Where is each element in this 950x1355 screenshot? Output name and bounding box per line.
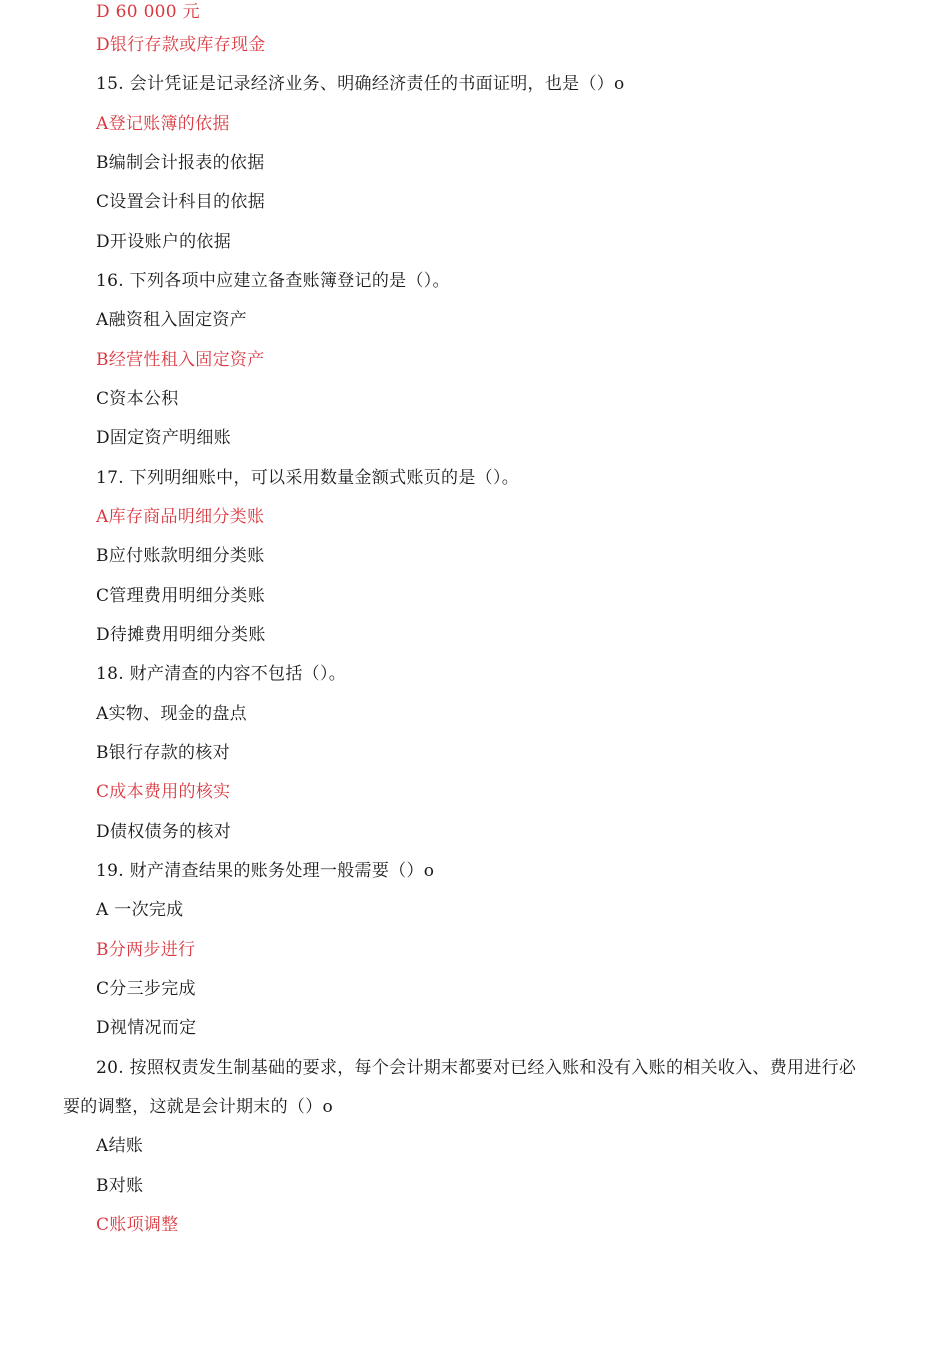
q19-option-c: C分三步完成 [96,979,196,999]
q15-option-a: A登记账簿的依据 [96,114,230,134]
question-20-continuation: 要的调整，这就是会计期末的（）o [63,1097,334,1117]
q16-option-b: B经营性租入固定资产 [96,350,265,370]
question-20: 20. 按照权责发生制基础的要求，每个会计期末都要对已经入账和没有入账的相关收入、费用进行必 [96,1058,857,1078]
q20-option-b: B对账 [96,1176,144,1196]
q15-option-b: B编制会计报表的依据 [96,153,265,173]
q18-option-a: A实物、现金的盘点 [96,704,247,724]
question-18: 18. 财产清查的内容不包括（）。 [96,664,347,684]
q16-option-d: D固定资产明细账 [96,428,232,448]
q18-option-b: B银行存款的核对 [96,743,230,763]
question-15: 15. 会计凭证是记录经济业务、明确经济责任的书面证明，也是（）o [96,74,625,94]
q16-option-a: A融资租入固定资产 [96,310,247,330]
q15-option-c: C设置会计科目的依据 [96,192,266,212]
q19-option-d: D视情况而定 [96,1018,197,1038]
q18-option-c: C成本费用的核实 [96,782,231,802]
question-16: 16. 下列各项中应建立备查账簿登记的是（）。 [96,271,450,291]
q17-option-c: C管理费用明细分类账 [96,586,266,606]
q19-option-a: A 一次完成 [96,900,184,920]
q20-option-a: A结账 [96,1136,144,1156]
option-d-answer: D银行存款或库存现金 [96,35,266,55]
question-19: 19. 财产清查结果的账务处理一般需要（）o [96,861,435,881]
option-d-amount: D 60 000 元 [96,2,200,22]
q15-option-d: D开设账户的依据 [96,232,232,252]
q17-option-d: D待摊费用明细分类账 [96,625,266,645]
question-17: 17. 下列明细账中，可以采用数量金额式账页的是（）。 [96,468,520,488]
q16-option-c: C资本公积 [96,389,179,409]
q19-option-b: B分两步进行 [96,940,196,960]
q20-option-c: C账项调整 [96,1215,179,1235]
q17-option-a: A库存商品明细分类账 [96,507,265,527]
q18-option-d: D债权债务的核对 [96,822,232,842]
q17-option-b: B应付账款明细分类账 [96,546,265,566]
